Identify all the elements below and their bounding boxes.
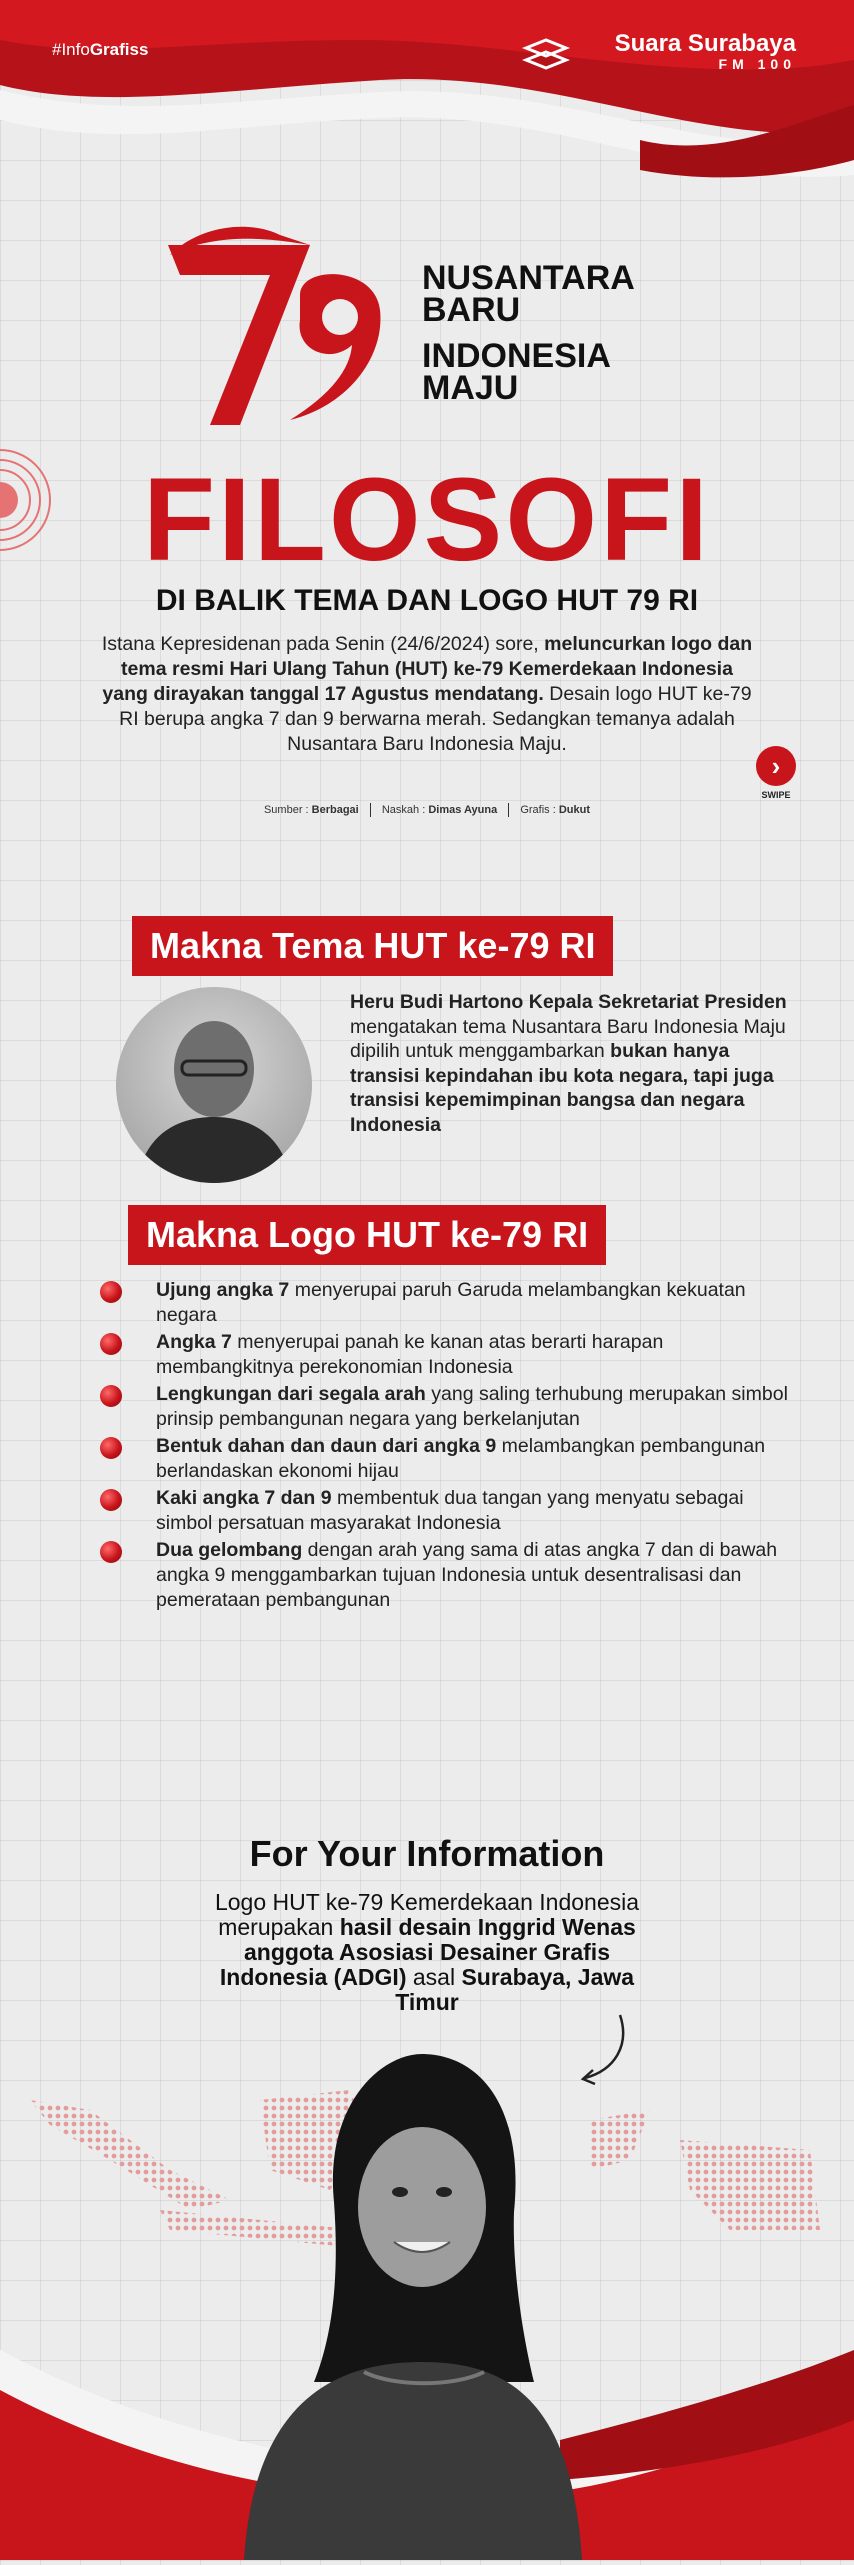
section-title-theme: Makna Tema HUT ke-79 RI xyxy=(132,916,613,976)
bullet-icon xyxy=(100,1281,122,1303)
hut-79-logo-icon xyxy=(160,225,400,435)
list-item: Lengkungan dari segala arah yang saling terhubung merupakan simbol prinsip pembangunan negara yang berkelanjutan xyxy=(100,1382,790,1432)
fyi-title: For Your Information xyxy=(249,1833,605,1874)
photo-inggrid-wenas xyxy=(244,2042,582,2560)
theme-text: NUSANTARA BARU INDONESIA MAJU xyxy=(422,259,635,407)
intro-paragraph: Istana Kepresidenan pada Senin (24/6/2024) sore, meluncurkan logo dan tema resmi Hari Ulang Tahun (HUT) ke-79 Kemerdekaan Indonesia yang dirayakan tanggal 17 Agustus mendatang. Desain logo HUT ke-79 RI berupa angka 7 dan 9 berwarna merah. Sedangkan temanya adalah Nusantara Baru Indonesia Maju. xyxy=(101,633,753,755)
credits: Sumber : Berbagai Naskah : Dimas Ayuna Grafis : Dukut xyxy=(263,803,591,816)
section-title-logo: Makna Logo HUT ke-79 RI xyxy=(128,1205,606,1265)
list-item: Bentuk dahan dan daun dari angka 9 melambangkan pembangunan berlandaskan ekonomi hijau xyxy=(100,1434,790,1484)
svg-text:79: 79 xyxy=(160,225,162,226)
header-ribbon-decoration xyxy=(0,0,854,190)
list-item: Kaki angka 7 dan 9 membentuk dua tangan yang menyatu sebagai simbol persatuan masyarakat Indonesia xyxy=(100,1486,790,1536)
brand-name: Suara Surabaya FM 100 xyxy=(614,30,796,72)
chevron-right-icon: › xyxy=(756,746,796,786)
bullet-icon xyxy=(100,1437,122,1459)
brand-logo-icon xyxy=(520,38,572,77)
swipe-button[interactable]: › SWIPE xyxy=(752,746,800,800)
curved-arrow-icon xyxy=(575,2010,635,2090)
hashtag-infografiss: #InfoGrafiss xyxy=(52,40,149,59)
list-item: Ujung angka 7 menyerupai paruh Garuda melambangkan kekuatan negara xyxy=(100,1278,790,1328)
subtitle: DI BALIK TEMA DAN LOGO HUT 79 RI xyxy=(155,584,699,617)
bullet-icon xyxy=(100,1489,122,1511)
list-item: Dua gelombang dengan arah yang sama di atas angka 7 dan di bawah angka 9 menggambarkan tujuan Indonesia untuk desentralisasi dan pemerataan pembangunan xyxy=(100,1538,790,1613)
bullet-icon xyxy=(100,1333,122,1355)
list-item: Angka 7 menyerupai panah ke kanan atas berarti harapan membangkitnya perekonomian Indonesia xyxy=(100,1330,790,1380)
avatar-heru-budi xyxy=(116,987,312,1183)
fyi-text: Logo HUT ke-79 Kemerdekaan Indonesia merupakan hasil desain Inggrid Wenas anggota Asosiasi Desainer Grafis Indonesia (ADGI) asal Surabaya, Jawa Timur xyxy=(214,1889,640,2015)
bullet-icon xyxy=(100,1541,122,1563)
main-title: FILOSOFI xyxy=(142,454,712,586)
theme-quote: Heru Budi Hartono Kepala Sekretariat Presiden mengatakan tema Nusantara Baru Indonesia Maju dipilih untuk menggambarkan bukan hanya transisi kepindahan ibu kota negara, tapi juga transisi kepemimpinan bangsa dan negara Indonesia xyxy=(350,991,787,1136)
bullet-icon xyxy=(100,1385,122,1407)
logo-meaning-list xyxy=(100,1278,790,1615)
